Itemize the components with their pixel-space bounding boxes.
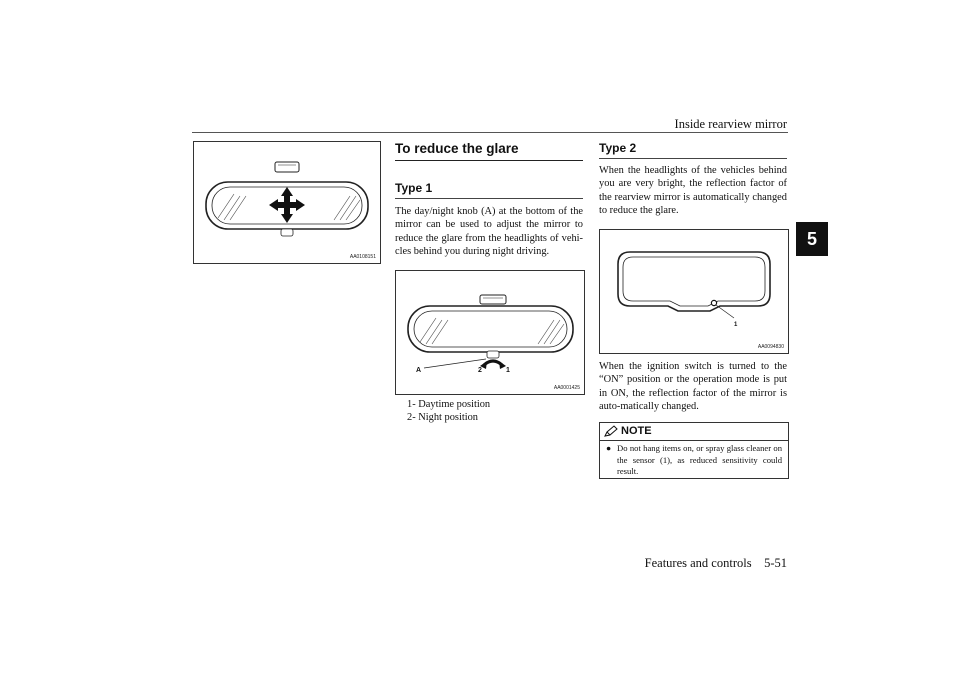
page-footer <box>560 556 787 571</box>
legend-item-night: 2- Night position <box>407 412 479 424</box>
page-number: 5-51 <box>764 556 787 570</box>
note-item <box>606 443 782 478</box>
note-box <box>599 422 789 479</box>
mirror-adjust-illustration <box>194 142 380 263</box>
position-legend <box>407 398 583 425</box>
auto-dimming-mirror-illustration <box>600 230 788 353</box>
figure-code: AA0108151 <box>349 254 376 260</box>
bullet-icon: ● <box>606 443 612 453</box>
note-label: NOTE <box>621 425 652 437</box>
position-label-2: 2 <box>478 367 482 374</box>
note-divider <box>600 440 788 441</box>
knob-label-a: A <box>416 367 422 374</box>
type2-heading: Type 2 <box>599 141 787 159</box>
day-night-mirror-illustration <box>396 271 584 394</box>
type2-body-text: When the headlights of the vehicles behind you are very bright, the reflection factor of the rearview mirror is automatically changed to reduce the glare. <box>599 165 787 216</box>
sensor-label-1: 1 <box>734 322 738 328</box>
note-pencil-icon <box>604 425 618 437</box>
running-header-title: Inside rearview mirror <box>674 117 787 131</box>
figure-code: AA0001425 <box>553 385 580 391</box>
figure-mirror-adjust <box>193 141 381 264</box>
type2-ignition-text: When the ignition switch is turned to the “ON” position or the operation mode is put in ON, the reflection factor of the mirror is auto-matically changed. <box>599 361 787 412</box>
chapter-tab: 5 <box>796 222 828 256</box>
section-heading: To reduce the glare <box>395 141 583 161</box>
type1-body-text: The day/night knob (A) at the bottom of the mirror can be used to adjust the mirror to reduce the glare from the headlights of vehi-cles behind you during night driving. <box>395 206 583 257</box>
note-header <box>604 425 652 437</box>
position-label-1: 1 <box>506 367 510 374</box>
figure-auto-dimming-mirror <box>599 229 789 354</box>
figure-code: AA0094830 <box>757 344 784 350</box>
type1-heading: Type 1 <box>395 181 583 199</box>
legend-item-daytime: 1- Daytime position <box>407 399 491 410</box>
note-item-text: Do not hang items on, or spray glass cleaner on the sensor (1), as reduced sensitivity could result. <box>617 443 782 476</box>
header-rule <box>192 132 788 133</box>
figure-day-night-knob <box>395 270 585 395</box>
footer-section: Features and controls <box>644 556 752 570</box>
